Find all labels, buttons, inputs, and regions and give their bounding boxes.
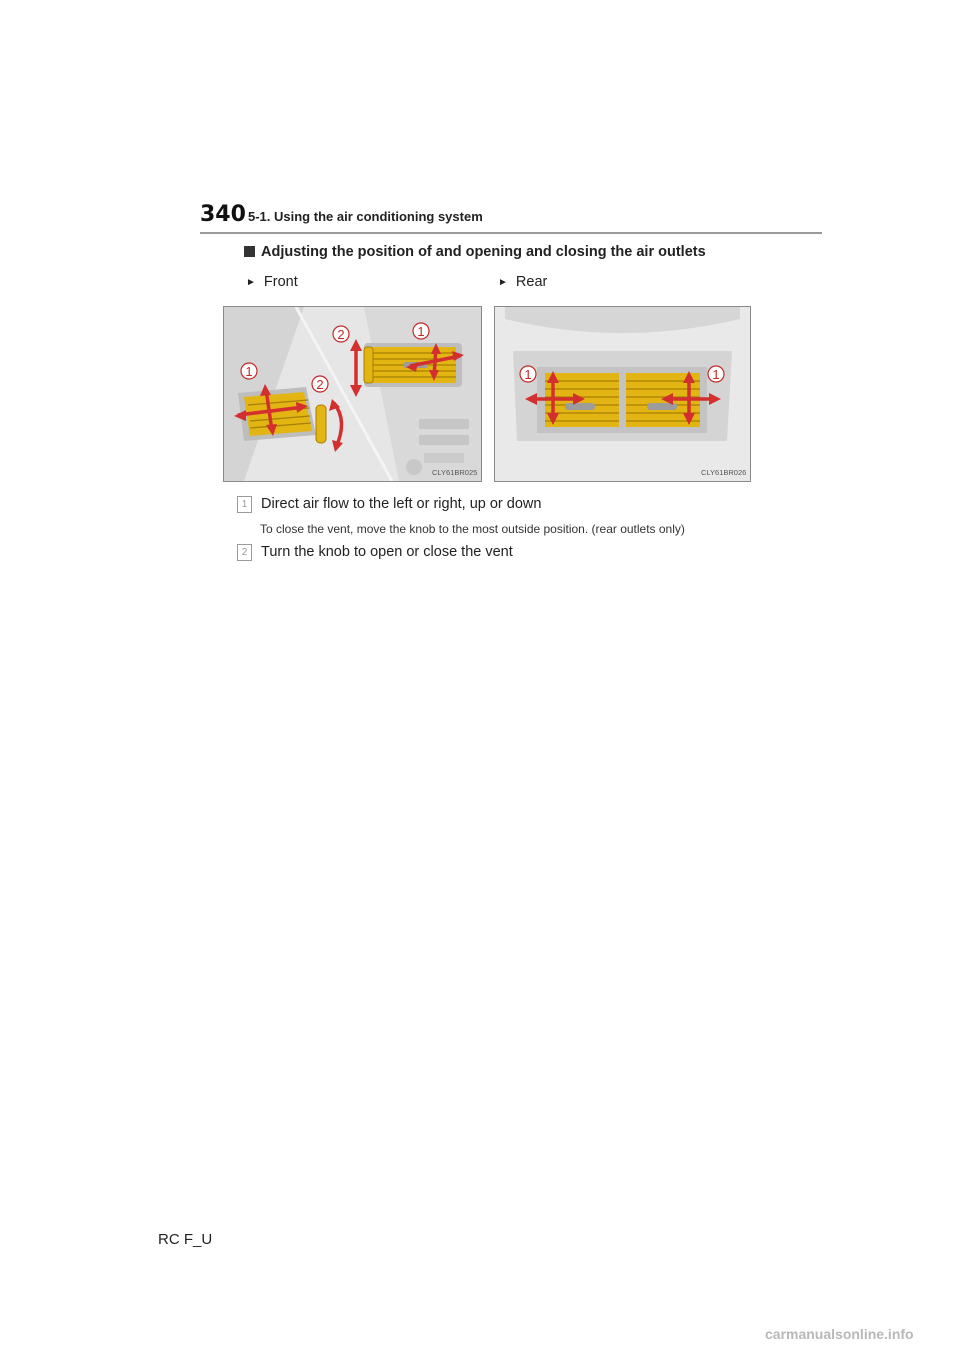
svg-text:1: 1 [417,324,425,339]
section-title: 5-1. Using the air conditioning system [248,209,483,224]
square-bullet-icon [244,246,255,257]
front-figure-code: CLY61BR025 [432,468,478,477]
svg-text:1: 1 [524,367,532,382]
triangle-bullet-icon: ► [246,277,256,288]
item-note: To close the vent, move the knob to the most outside position. (rear outlets only) [260,522,685,536]
step-number-badge: 1 [237,496,252,513]
list-item [237,544,513,561]
watermark: carmanualsonline.info [765,1326,914,1342]
list-item [237,496,541,513]
item-text: Direct air flow to the left or right, up or down [261,496,542,512]
step-number-badge: 2 [237,544,252,561]
triangle-bullet-icon: ► [498,277,508,288]
header-rule [200,232,822,234]
heading-text: Adjusting the position of and opening and closing the air outlets [261,244,706,260]
front-label [246,274,298,290]
rear-label-text: Rear [515,274,548,290]
rear-label [498,274,547,290]
svg-text:2: 2 [316,377,324,392]
footer-model-code: RC F_U [158,1231,213,1248]
rear-vent-illustration [494,306,751,482]
svg-text:1: 1 [712,367,720,382]
page-number: 340 [200,202,246,227]
item-text: Turn the knob to open or close the vent [261,544,513,560]
subsection-heading [244,244,706,260]
front-label-text: Front [263,274,298,290]
rear-figure-code: CLY61BR026 [701,468,747,477]
front-vent-illustration [223,306,482,482]
svg-text:1: 1 [245,364,253,379]
svg-text:2: 2 [337,327,345,342]
